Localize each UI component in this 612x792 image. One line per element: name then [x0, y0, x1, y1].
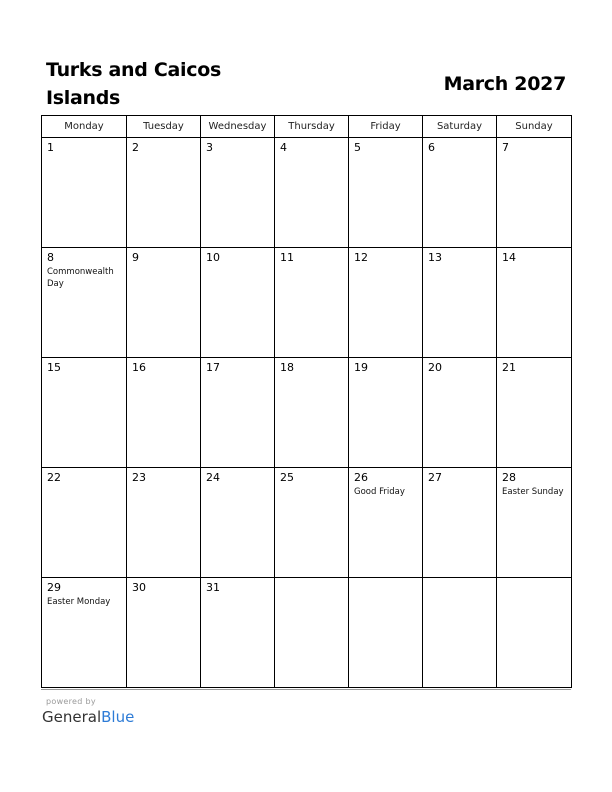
day-cell: [349, 248, 423, 358]
day-cell: [423, 138, 497, 248]
week-row: [42, 578, 572, 688]
day-cell: [201, 578, 275, 688]
day-cell: [497, 468, 572, 578]
day-number: 20: [428, 361, 442, 374]
day-cell: [423, 358, 497, 468]
weekday-tuesday: Tuesday: [127, 116, 201, 138]
day-cell: [201, 138, 275, 248]
day-number: 16: [132, 361, 146, 374]
day-cell: [42, 358, 127, 468]
day-number: 24: [206, 471, 220, 484]
day-cell: [127, 578, 201, 688]
day-cell: [275, 358, 349, 468]
day-number: 21: [502, 361, 516, 374]
day-number: 15: [47, 361, 61, 374]
weekday-sunday: Sunday: [497, 116, 572, 138]
holiday-label: Commonwealth Day: [47, 267, 114, 289]
day-cell: [275, 468, 349, 578]
day-cell: [201, 248, 275, 358]
day-number: 25: [280, 471, 294, 484]
day-cell: [201, 468, 275, 578]
day-number: 31: [206, 581, 220, 594]
day-cell: [349, 358, 423, 468]
region-title: Turks and Caicos Islands: [46, 59, 221, 109]
weekday-monday: Monday: [42, 116, 127, 138]
day-cell: [349, 138, 423, 248]
day-number: 30: [132, 581, 146, 594]
day-cell: [497, 138, 572, 248]
day-cell: [42, 248, 127, 358]
week-row: [42, 138, 572, 248]
day-cell: [497, 248, 572, 358]
week-row: [42, 248, 572, 358]
day-number: 19: [354, 361, 368, 374]
powered-by-text: powered by: [46, 697, 96, 706]
day-cell: [275, 248, 349, 358]
day-number: 10: [206, 251, 220, 264]
day-number: 22: [47, 471, 61, 484]
day-number: 7: [502, 141, 509, 154]
weekday-header-row: [42, 116, 572, 138]
weekday-thursday: Thursday: [275, 116, 349, 138]
holiday-label: Easter Monday: [47, 597, 111, 607]
day-number: 9: [132, 251, 139, 264]
day-number: 26: [354, 471, 368, 484]
weekday-saturday: Saturday: [423, 116, 497, 138]
day-number: 29: [47, 581, 61, 594]
holiday-label: Good Friday: [354, 487, 405, 497]
day-number: 11: [280, 251, 294, 264]
day-cell: [423, 578, 497, 688]
day-cell: [423, 248, 497, 358]
day-number: 3: [206, 141, 213, 154]
weekday-wednesday: Wednesday: [201, 116, 275, 138]
day-cell: [42, 578, 127, 688]
day-number: 1: [47, 141, 54, 154]
day-cell: [275, 578, 349, 688]
day-number: 6: [428, 141, 435, 154]
week-row: [42, 468, 572, 578]
weekday-friday: Friday: [349, 116, 423, 138]
day-cell: [127, 138, 201, 248]
generalblue-logo: [42, 708, 134, 726]
day-number: 12: [354, 251, 368, 264]
day-number: 13: [428, 251, 442, 264]
day-number: 4: [280, 141, 287, 154]
month-title: March 2027: [443, 73, 566, 95]
day-number: 17: [206, 361, 220, 374]
day-cell: [42, 138, 127, 248]
day-cell: [275, 138, 349, 248]
day-number: 27: [428, 471, 442, 484]
day-cell: [201, 358, 275, 468]
day-number: 8: [47, 251, 54, 264]
calendar-grid: [41, 115, 572, 688]
day-number: 14: [502, 251, 516, 264]
holiday-label: Easter Sunday: [502, 487, 564, 497]
day-cell: [349, 578, 423, 688]
day-cell: [497, 358, 572, 468]
day-cell: [42, 468, 127, 578]
day-cell: [423, 468, 497, 578]
day-cell: [127, 468, 201, 578]
day-cell: [349, 468, 423, 578]
day-cell: [127, 248, 201, 358]
day-number: 5: [354, 141, 361, 154]
day-number: 18: [280, 361, 294, 374]
logo-blue: Blue: [101, 708, 135, 726]
day-number: 2: [132, 141, 139, 154]
day-number: 23: [132, 471, 146, 484]
day-cell: [127, 358, 201, 468]
logo-general: General: [42, 708, 102, 726]
footer-divider: [41, 689, 571, 690]
day-cell: [497, 578, 572, 688]
week-row: [42, 358, 572, 468]
day-number: 28: [502, 471, 516, 484]
